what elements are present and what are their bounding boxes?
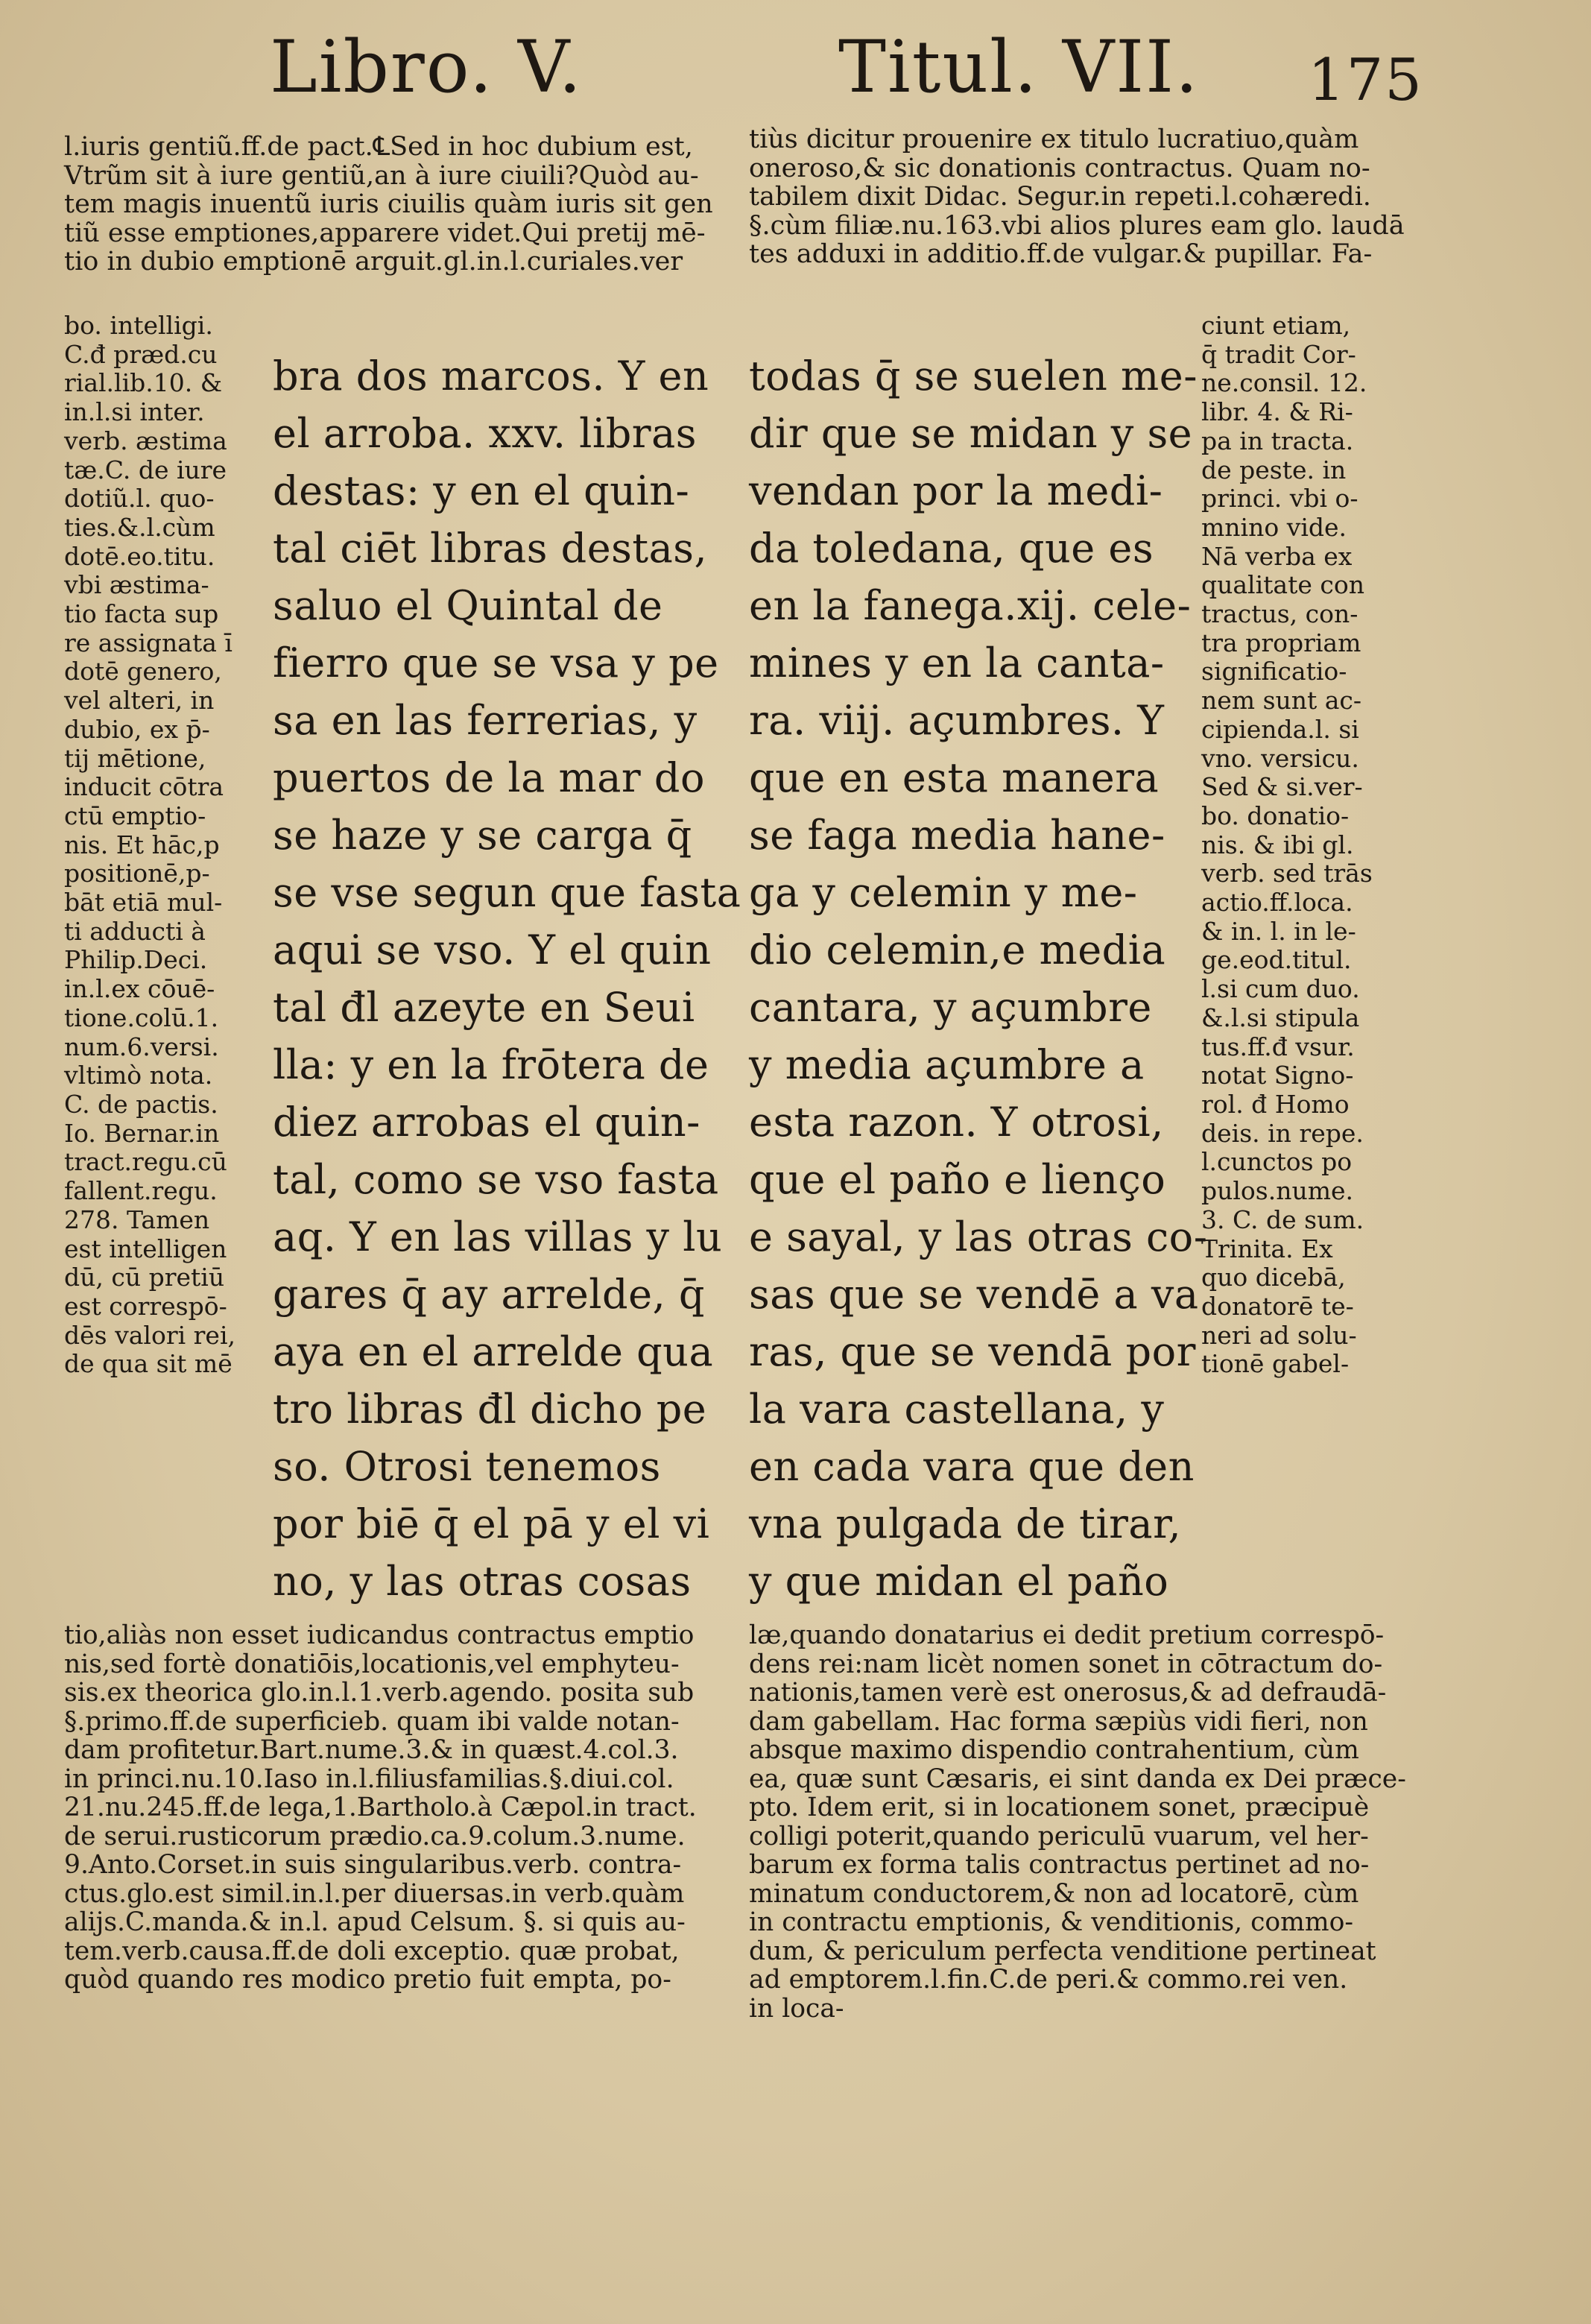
text-line: in.l.si inter. xyxy=(64,397,205,427)
gloss-top-right xyxy=(749,125,1405,269)
text-line: l.cunctos po xyxy=(1201,1147,1353,1177)
text-line: se haze y se carga q̄ xyxy=(273,812,692,859)
text-line: tiũ esse emptiones,apparere videt.Qui pretij mē- xyxy=(64,218,706,248)
text-line: nis. Et hāc,p xyxy=(64,830,220,859)
text-line: notat Signo- xyxy=(1201,1061,1354,1090)
text-line: tio in dubio emptionē arguit.gl.in.l.curiales.ver xyxy=(64,247,683,277)
text-line: Nā verba ex xyxy=(1201,541,1353,571)
text-line: en la fanega.xij. cele- xyxy=(749,582,1192,629)
text-line: 21.nu.245.ff.de lega,1.Bartholo.à Cæpol.in tract. xyxy=(64,1793,697,1822)
text-line: da toledana, que es xyxy=(749,525,1154,572)
text-line: vel alteri, in xyxy=(64,686,215,716)
text-line: de peste. in xyxy=(1201,455,1347,484)
text-line: y media açumbre a xyxy=(749,1041,1145,1088)
text-line: absque maximo dispendio contrahentium, cùm xyxy=(749,1735,1359,1765)
text-line: tal ciēt libras destas, xyxy=(273,525,708,572)
running-head-book: Libro. V. xyxy=(270,25,583,109)
text-line: el arroba. xxv. libras xyxy=(273,410,697,457)
text-line: bra dos marcos. Y en xyxy=(273,353,709,400)
text-line: tabilem dixit Didac. Segur.in repeti.l.cohæredi. xyxy=(749,182,1371,212)
text-line: vbi æstima- xyxy=(64,570,209,600)
text-line: que en esta manera xyxy=(749,754,1160,801)
text-line: Trinita. Ex xyxy=(1201,1234,1333,1263)
text-line: la vara castellana, y xyxy=(749,1386,1165,1433)
text-line: fallent.regu. xyxy=(64,1176,218,1206)
text-line: in contractu emptionis, & venditionis, commo- xyxy=(749,1907,1354,1937)
text-line: C. de pactis. xyxy=(64,1089,218,1119)
text-line: cipienda.l. si xyxy=(1201,714,1359,744)
text-line: alijs.C.manda.& in.l. apud Celsum. §. si quis au- xyxy=(64,1907,686,1937)
text-line: dens rei:nam licèt nomen sonet in cōtractum do- xyxy=(749,1649,1383,1679)
text-line: se faga media hane- xyxy=(749,812,1165,859)
text-line: ge.eod.titul. xyxy=(1201,945,1352,975)
text-line: se vse segun que fasta xyxy=(273,869,741,916)
text-line: l.iuris gentiũ.ff.de pact.℄Sed in hoc dubium est, xyxy=(64,132,693,162)
text-line: tus.ff.đ vsur. xyxy=(1201,1032,1355,1061)
text-line: ea, quæ sunt Cæsaris, ei sint danda ex Dei præce- xyxy=(749,1763,1406,1794)
text-line: Io. Bernar.in xyxy=(64,1118,220,1148)
text-line: dam profitetur.Bart.nume.3.& in quæst.4.col.3. xyxy=(64,1735,679,1765)
text-line: & in. l. in le- xyxy=(1201,916,1356,946)
text-line: num.6.versi. xyxy=(64,1032,219,1061)
text-line: tra propriam xyxy=(1201,628,1361,657)
text-line: rial.lib.10. & xyxy=(64,368,223,398)
text-line: rol. đ Homo xyxy=(1201,1089,1350,1119)
text-line: inducit cōtra xyxy=(64,772,224,802)
text-line: significatio- xyxy=(1201,657,1347,686)
text-line: tem magis inuentũ iuris ciuilis quàm iuris sit gen xyxy=(64,189,713,219)
text-line: §.primo.ff.de superficieb. quam ibi valde notan- xyxy=(64,1706,680,1737)
text-line: lla: y en la frōtera de xyxy=(273,1041,709,1088)
main-text-column-1 xyxy=(273,347,741,1610)
text-line: tæ.C. de iure xyxy=(64,455,227,484)
text-line: que el paño e lienço xyxy=(749,1156,1166,1203)
text-line: 3. C. de sum. xyxy=(1201,1204,1364,1234)
text-line: sis.ex theorica glo.in.l.1.verb.agendo. posita sub xyxy=(64,1678,695,1708)
text-line: dēs valori rei, xyxy=(64,1320,235,1350)
text-line: ti adducti à xyxy=(64,916,206,946)
text-line: dotiũ.l. quo- xyxy=(64,484,215,514)
text-line: so. Otrosi tenemos xyxy=(273,1443,661,1490)
text-line: qualitate con xyxy=(1201,570,1364,600)
text-line: 278. Tamen xyxy=(64,1204,210,1234)
text-line: destas: y en el quin- xyxy=(273,467,690,514)
text-line: ne.consil. 12. xyxy=(1201,368,1367,398)
text-line: dotē.eo.titu. xyxy=(64,541,215,571)
text-line: Vtrũm sit à iure gentiũ,an à iure ciuili?Quòd au- xyxy=(64,160,699,191)
text-line: §.cùm filiæ.nu.163.vbi alios plures eam glo. laudā xyxy=(749,210,1405,241)
text-line: bo. donatio- xyxy=(1201,801,1350,830)
text-line: vendan por la medi- xyxy=(749,467,1163,514)
text-line: &.l.si stipula xyxy=(1201,1002,1360,1032)
text-line: quòd quando res modico pretio fuit empta, po- xyxy=(64,1965,671,1995)
text-line: tij mētione, xyxy=(64,743,206,773)
text-line: deis. in repe. xyxy=(1201,1118,1364,1148)
text-line: mnino vide. xyxy=(1201,512,1347,542)
text-line: pto. Idem erit, si in locationem sonet, præcipuè xyxy=(749,1793,1370,1822)
text-line: vna pulgada de tirar, xyxy=(749,1500,1182,1547)
text-line: dio celemin,e media xyxy=(749,926,1166,973)
text-line: dotē genero, xyxy=(64,657,222,686)
text-line: mines y en la canta- xyxy=(749,640,1165,686)
text-line: sa en las ferrerias, y xyxy=(273,697,698,744)
text-line: todas q̄ se suelen me- xyxy=(749,353,1198,400)
text-line: e sayal, y las otras co- xyxy=(749,1213,1208,1260)
text-line: fierro que se vsa y pe xyxy=(273,640,719,686)
text-line: l.si cum duo. xyxy=(1201,974,1360,1004)
text-line: colligi poterit,quando periculū vuarum, vel her- xyxy=(749,1821,1369,1851)
text-line: vno. versicu. xyxy=(1201,743,1359,773)
text-line: pa in tracta. xyxy=(1201,426,1354,455)
text-line: tract.regu.cū xyxy=(64,1147,227,1177)
text-line: vltimò nota. xyxy=(64,1061,213,1090)
text-line: princi. vbi o- xyxy=(1201,484,1358,514)
text-line: de serui.rusticorum prædio.ca.9.colum.3.nume. xyxy=(64,1821,686,1851)
text-line: tractus, con- xyxy=(1201,599,1358,629)
text-line: barum ex forma talis contractus pertinet ad no- xyxy=(749,1850,1370,1880)
text-line: y que midan el paño xyxy=(749,1558,1169,1605)
running-head-title: Titul. VII. xyxy=(838,25,1200,109)
text-line: bāt etiā mul- xyxy=(64,888,223,918)
page-number: 175 xyxy=(1308,47,1423,114)
text-line: in loca- xyxy=(749,1993,844,2024)
text-line: dū, cū pretiū xyxy=(64,1263,225,1292)
text-line: puertos de la mar do xyxy=(273,754,705,801)
text-line: en cada vara que den xyxy=(749,1443,1195,1490)
text-line: saluo el Quintal de xyxy=(273,582,663,629)
text-line: aq. Y en las villas y lu xyxy=(273,1213,723,1260)
text-line: q̄ tradit Cor- xyxy=(1201,339,1356,369)
text-line: gares q̄ ay arrelde, q̄ xyxy=(273,1271,705,1318)
text-line: neri ad solu- xyxy=(1201,1320,1357,1350)
main-text-column-2 xyxy=(749,347,1208,1610)
text-line: aya en el arrelde qua xyxy=(273,1328,714,1375)
text-line: ra. viij. açumbres. Y xyxy=(749,697,1165,744)
text-line: minatum conductorem,& non ad locatorē, cùm xyxy=(749,1878,1359,1909)
text-line: est correspō- xyxy=(64,1291,227,1321)
text-line: tio facta sup xyxy=(64,599,219,629)
text-line: dum, & periculum perfecta venditione pertineat xyxy=(749,1936,1376,1966)
text-line: nationis,tamen verè est onerosus,& ad defraudā- xyxy=(749,1678,1387,1708)
text-line: ga y celemin y me- xyxy=(749,869,1138,916)
text-line: dir que se midan y se xyxy=(749,410,1193,457)
text-line: ras, que se vendā por xyxy=(749,1328,1196,1375)
text-line: ties.&.l.cùm xyxy=(64,512,215,542)
text-line: in princi.nu.10.Iaso in.l.filiusfamilias.§.diui.col. xyxy=(64,1763,674,1794)
gloss-bottom-right xyxy=(749,1621,1405,2023)
text-line: tiùs dicitur prouenire ex titulo lucratiuo,quàm xyxy=(749,124,1359,154)
text-line: tione.colū.1. xyxy=(64,1002,219,1032)
text-line: dam gabellam. Hac forma sæpiùs vidi fieri, non xyxy=(749,1706,1368,1737)
text-line: nis,sed fortè donatiōis,locationis,vel emphyteu- xyxy=(64,1649,680,1679)
text-line: esta razon. Y otrosi, xyxy=(749,1099,1164,1146)
text-line: verb. sed trās xyxy=(1201,859,1373,888)
text-line: Sed & si.ver- xyxy=(1201,772,1363,802)
text-line: ctus.glo.est simil.in.l.per diuersas.in verb.quàm xyxy=(64,1878,685,1909)
text-line: quo dicebā, xyxy=(1201,1263,1346,1292)
text-line: dubio, ex p̄- xyxy=(64,714,210,744)
text-line: verb. æstima xyxy=(64,426,227,455)
text-line: diez arrobas el quin- xyxy=(273,1099,700,1146)
text-line: por biē q̄ el pā y el vi xyxy=(273,1500,710,1547)
margin-note-right xyxy=(1201,312,1410,1379)
text-line: oneroso,& sic donationis contractus. Quam no- xyxy=(749,153,1370,183)
text-line: tro libras đl dicho pe xyxy=(273,1386,707,1433)
text-line: 9.Anto.Corset.in suis singularibus.verb. contra- xyxy=(64,1850,682,1880)
text-line: libr. 4. & Ri- xyxy=(1201,397,1353,427)
text-line: tal, como se vso fasta xyxy=(273,1156,719,1203)
text-line: tes adduxi in additio.ff.de vulgar.& pupillar. Fa- xyxy=(749,239,1373,269)
text-line: no, y las otras cosas xyxy=(273,1558,692,1605)
text-line: donatorē te- xyxy=(1201,1291,1354,1321)
text-line: aqui se vso. Y el quin xyxy=(273,926,712,973)
text-line: tionē gabel- xyxy=(1201,1349,1350,1379)
text-line: Philip.Deci. xyxy=(64,945,208,975)
text-line: bo. intelligi. xyxy=(64,311,213,340)
margin-note-left xyxy=(64,312,265,1379)
text-line: pulos.nume. xyxy=(1201,1176,1354,1206)
text-line: ad emptorem.l.fin.C.de peri.& commo.rei ven. xyxy=(749,1965,1348,1995)
text-line: positionē,p- xyxy=(64,859,210,888)
gloss-bottom-left xyxy=(64,1621,705,1995)
text-line: nem sunt ac- xyxy=(1201,686,1362,716)
text-line: nis. & ibi gl. xyxy=(1201,830,1354,859)
text-line: de qua sit mē xyxy=(64,1349,233,1379)
text-line: ciunt etiam, xyxy=(1201,311,1351,340)
text-line: cantara, y açumbre xyxy=(749,984,1152,1031)
text-line: C.đ præd.cu xyxy=(64,339,218,369)
text-line: læ,quando donatarius ei dedit pretium correspō- xyxy=(749,1620,1385,1650)
text-line: actio.ff.loca. xyxy=(1201,888,1353,918)
text-line: sas que se vendē a va xyxy=(749,1271,1199,1318)
text-line: re assignata ī xyxy=(64,628,233,657)
text-line: est intelligen xyxy=(64,1234,227,1263)
text-line: tem.verb.causa.ff.de doli exceptio. quæ probat, xyxy=(64,1936,680,1966)
text-line: in.l.ex cōuē- xyxy=(64,974,215,1004)
text-line: tal đl azeyte en Seui xyxy=(273,984,695,1031)
gloss-top-left xyxy=(64,132,713,277)
text-line: tio,aliàs non esset iudicandus contractus emptio xyxy=(64,1620,695,1650)
text-line: ctū emptio- xyxy=(64,801,206,830)
